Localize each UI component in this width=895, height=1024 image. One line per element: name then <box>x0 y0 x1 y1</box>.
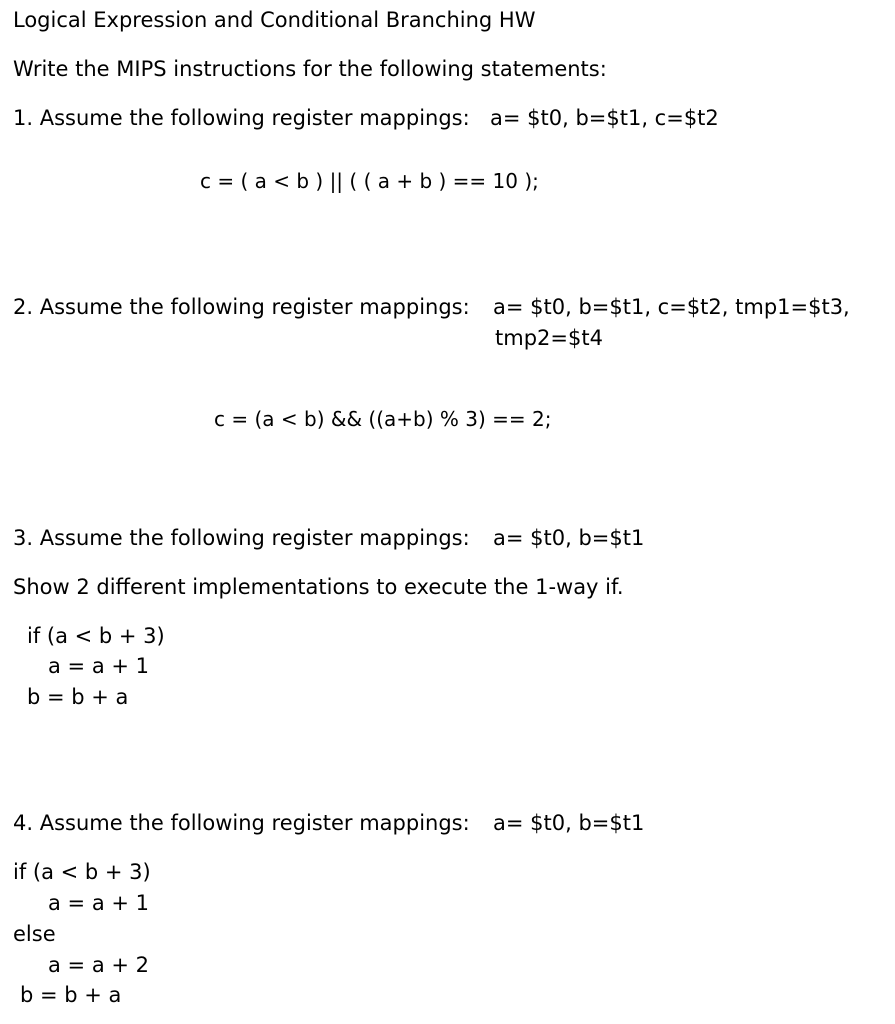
problem-2-mappings-line2: tmp2=$t4 <box>495 326 603 350</box>
problem-1-heading: 1. Assume the following register mappings: <box>13 106 470 130</box>
problem-4-code-line-5: b = b + a <box>20 983 122 1007</box>
problem-4-mappings: a= $t0, b=$t1 <box>493 811 645 835</box>
problem-1-mappings: a= $t0, b=$t1, c=$t2 <box>490 106 719 130</box>
problem-3-code-line-3: b = b + a <box>27 685 129 709</box>
problem-1-expression: c = ( a < b ) || ( ( a + b ) == 10 ); <box>200 169 539 193</box>
problem-2-mappings-line1: a= $t0, b=$t1, c=$t2, tmp1=$t3, <box>493 295 850 319</box>
problem-3-heading: 3. Assume the following register mappings: <box>13 526 470 550</box>
page-title: Logical Expression and Conditional Branching HW <box>13 8 536 32</box>
problem-2-expression: c = (a < b) && ((a+b) % 3) == 2; <box>214 407 552 431</box>
problem-2-heading: 2. Assume the following register mappings: <box>13 295 470 319</box>
problem-4-code-line-2: a = a + 1 <box>48 891 149 915</box>
problem-4-code-line-3: else <box>13 922 56 946</box>
problem-4-heading: 4. Assume the following register mappings: <box>13 811 470 835</box>
assignment-instruction: Write the MIPS instructions for the following statements: <box>13 57 607 81</box>
problem-4-code-line-4: a = a + 2 <box>48 953 149 977</box>
problem-3-instruction: Show 2 different implementations to execute the 1-way if. <box>13 575 624 599</box>
problem-3-code-line-1: if (a < b + 3) <box>27 624 165 648</box>
problem-3-mappings: a= $t0, b=$t1 <box>493 526 645 550</box>
problem-4-code-line-1: if (a < b + 3) <box>13 860 151 884</box>
problem-3-code-line-2: a = a + 1 <box>48 654 149 678</box>
